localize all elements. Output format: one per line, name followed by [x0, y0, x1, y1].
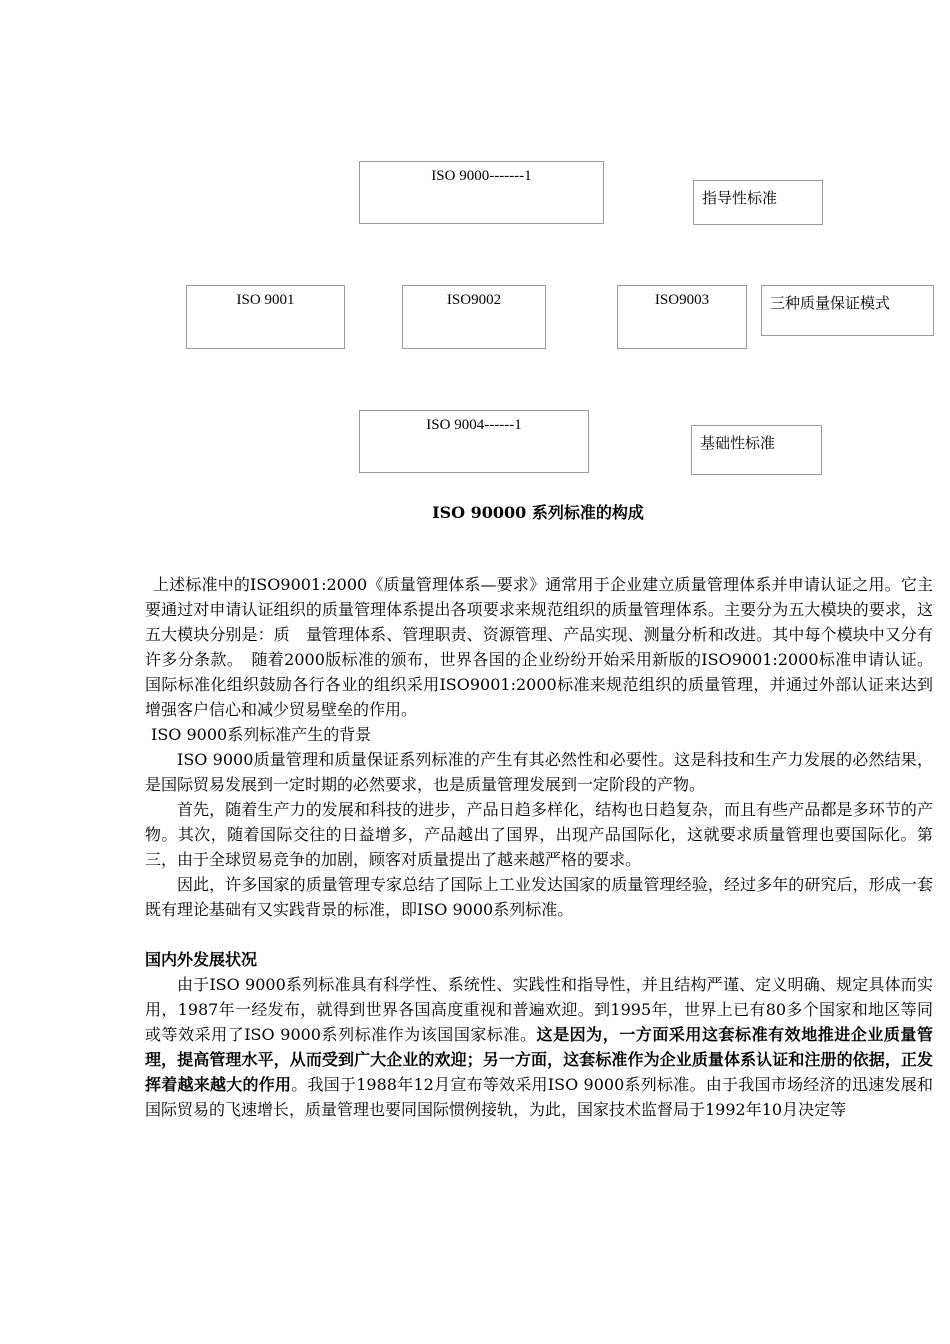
box-guide-standard: [693, 180, 823, 225]
paragraph-background-3: 因此，许多国家的质量管理专家总结了国际上工业发达国家的质量管理经验，经过多年的研究后，形成一套既有理论基础有又实践背景的标准，即ISO 9000系列标准。: [145, 875, 933, 919]
box-iso9001: [186, 285, 345, 349]
box-iso9000-1: [359, 161, 604, 224]
paragraph-background-2: 首先，随着生产力的发展和科技的进步，产品日趋多样化，结构也日趋复杂，而且有些产品都是多环节的产物。其次，随着国际交往的日益增多，产品越出了国界，出现产品国际化，这就要求质量管理也要国际化。第三，由于全球贸易竞争的加剧，顾客对质量提出了越来越严格的要求。: [145, 800, 933, 869]
paragraph-text: 。我国于1988年12月宣布等效采用ISO 9000系列标准。由于我国市场经济的迅速发展和国际贸易的飞速增长，质量管理也要同国际惯例接轨，为此，国家技术监督局于1992年10月决定等: [145, 1075, 933, 1119]
paragraph-development: [145, 972, 933, 1122]
document-body: [145, 572, 933, 1122]
section-heading-development: 国内外发展状况: [145, 950, 258, 969]
box-iso9004-1: [359, 410, 589, 473]
box-label: 三种质量保证模式: [770, 294, 891, 312]
box-three-modes: [761, 285, 934, 336]
paragraph-iso9001-intro: 上述标准中的ISO9001:2000《质量管理体系—要求》通常用于企业建立质量管理体系并申请认证之用。它主要通过对申请认证组织的质量管理体系提出各项要求来规范组织的质量管理体系。主要分为五大模块的要求，这五大模块分别是：质 量管理体系、管理职责、资源管理、产品实现、测量分析和改进。其中每个模块中又分有许多分条款。 随着2000版标准的颁布，世界各国的企业纷纷开始采用新版的ISO9001:2000标准申请认证。国际标准化组织鼓励各行各业的组织采用ISO9001:2000标准来规范组织的质量管理，并通过外部认证来达到增强客户信心和减少贸易壁垒的作用。: [145, 575, 933, 719]
box-label: ISO9002: [446, 292, 502, 308]
paragraph-background-1: ISO 9000质量管理和质量保证系列标准的产生有其必然性和必要性。这是科技和生产力发展的必然结果，是国际贸易发展到一定时期的必然要求，也是质量管理发展到一定阶段的产物。: [145, 750, 933, 794]
box-label: ISO 9000-------1: [431, 168, 532, 184]
box-label: 指导性标准: [702, 189, 778, 207]
bold-emphasis-text: 这是因为，一方面采用这套标准有效地推进企业质量管理，提高管理水平，从而受到广大企业的欢迎；另一方面，这套标准作为企业质量体系认证和注册的依据，正发挥着越来越大的作用: [145, 1025, 933, 1094]
box-label: 基础性标准: [700, 434, 776, 452]
box-iso9002: [402, 285, 546, 349]
paragraph-text: 由于ISO 9000系列标准具有科学性、系统性、实践性和指导性，并且结构严谨、定义明确、规定具体而实用，1987年一经发布，就得到世界各国高度重视和普遍欢迎。到1995年，世界上已有80多个国家和地区等同或等效采用了ISO 9000系列标准作为该国国家标准。: [145, 975, 933, 1044]
box-label: ISO 9001: [236, 292, 295, 308]
box-label: ISO 9004------1: [426, 417, 522, 433]
box-iso9003: [617, 285, 747, 349]
section-heading-background: ISO 9000系列标准产生的背景: [151, 725, 372, 744]
box-basic-standard: [691, 425, 822, 475]
box-label: ISO9003: [654, 292, 710, 308]
diagram-caption: ISO 90000 系列标准的构成: [432, 503, 644, 522]
